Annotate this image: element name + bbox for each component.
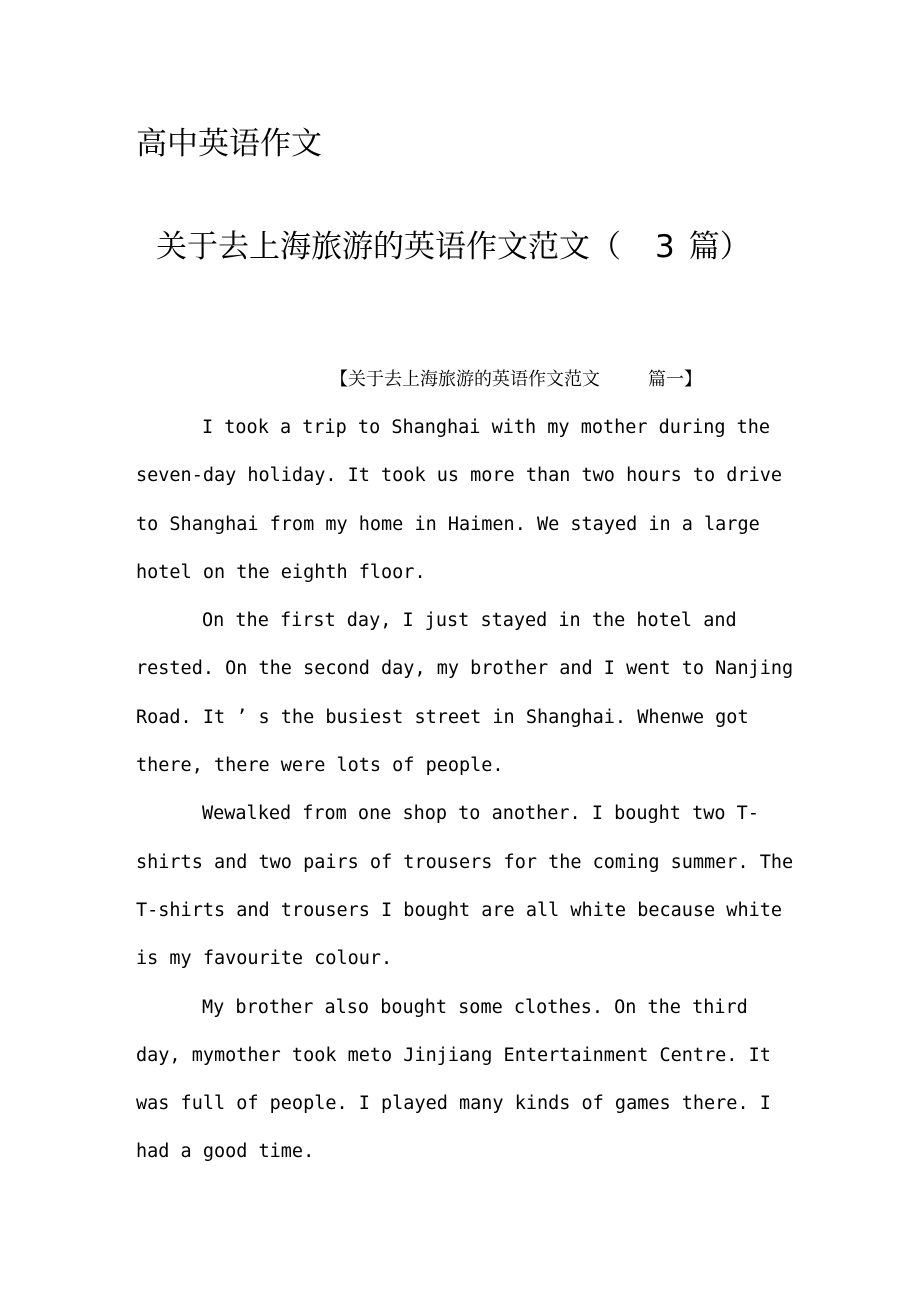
essay-paragraph-4: My brother also bought some clothes. On the third day, mymother took meto Jinjiang Entertainment Centre. It was full of people. I played many kinds of games there. I had a good time. xyxy=(136,996,771,1163)
essay-body xyxy=(136,404,796,1177)
section-heading xyxy=(330,367,702,393)
document-title xyxy=(156,226,751,268)
section-heading-right: 篇一】 xyxy=(648,369,702,390)
essay-paragraph-3: Wewalked from one shop to another. I bought two T-shirts and two pairs of trousers for the coming summer. The T-shirts and trousers I bought are all white because white is my favourite colour. xyxy=(136,803,794,970)
essay-paragraph-1: I took a trip to Shanghai with my mother during the seven-day holiday. It took us more than two hours to drive to Shanghai from my home in Haimen. We stayed in a large hotel on the eighth floor. xyxy=(136,417,783,583)
document-category-label: 高中英语作文 xyxy=(136,126,322,162)
section-heading-left: 【关于去上海旅游的英语作文范文 xyxy=(330,369,600,390)
title-main: 关于去上海旅游的英语作文范文（ xyxy=(156,229,621,265)
title-suffix: 篇） xyxy=(688,229,751,265)
essay-paragraph-2: On the first day, I just stayed in the hotel and rested. On the second day, my brother and I went to Nanjing Road. It ’ s the busiest street in Shanghai. Whenwe got there, there were lots of people. xyxy=(136,610,794,777)
title-count: 3 xyxy=(655,229,675,265)
